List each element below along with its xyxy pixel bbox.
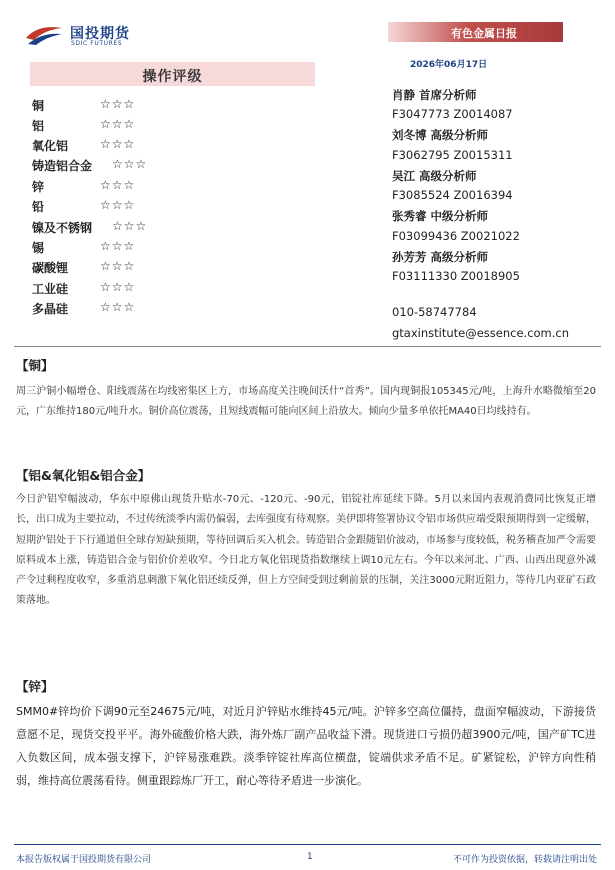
rating-metal-name: 碳酸锂 [32, 261, 69, 275]
contact-phone: 010-58747784 [392, 305, 477, 319]
rating-stars: ☆☆☆ [100, 117, 136, 131]
rating-metal-name: 多晶硅 [32, 302, 69, 316]
rating-row [32, 259, 322, 279]
section-title-copper: 【铜】 [16, 358, 54, 373]
footer-copyright: 本报告版权属于国投期货有限公司 [16, 855, 152, 865]
analyst-license: F03099436 Z0021022 [392, 229, 520, 243]
report-type-label: 有色金属日报 [451, 27, 517, 40]
rating-row [32, 239, 322, 259]
analyst-name: 吴江 高级分析师 [392, 169, 477, 183]
logo-chinese-name: 国投期货 [70, 26, 130, 42]
page-number: 1 [307, 852, 313, 862]
report-type-banner [388, 22, 563, 42]
analyst-name: 肖静 首席分析师 [392, 88, 477, 102]
divider [14, 346, 601, 347]
analyst-license: F3062795 Z0015311 [392, 148, 513, 162]
rating-metal-name: 铜 [32, 99, 45, 113]
rating-metal-name: 铝 [32, 119, 45, 133]
analyst-license: F3047773 Z0014087 [392, 107, 513, 121]
company-logo [24, 22, 154, 50]
rating-title: 操作评级 [142, 69, 203, 85]
rating-metal-name: 锌 [32, 180, 45, 194]
contact-email[interactable]: gtaxinstitute@essence.com.cn [392, 326, 570, 340]
rating-stars: ☆☆☆ [100, 280, 136, 294]
rating-stars: ☆☆☆ [100, 300, 136, 314]
rating-stars: ☆☆☆ [100, 178, 136, 192]
rating-row [32, 198, 322, 218]
analyst-license: F03111330 Z0018905 [392, 269, 520, 283]
rating-metal-name: 氧化铝 [32, 139, 69, 153]
footer-divider [14, 844, 601, 845]
rating-row [32, 157, 322, 177]
rating-metal-name: 锡 [32, 241, 45, 255]
rating-metal-name: 镍及不锈钢 [32, 221, 93, 235]
section-title-aluminium: 【铝&氧化铝&铝合金】 [16, 468, 151, 483]
rating-stars: ☆☆☆ [100, 137, 136, 151]
logo-english-name: SDIC FUTURES [71, 40, 123, 47]
footer-disclaimer: 不可作为投资依据，转载请注明出处 [452, 855, 597, 865]
section-title-zinc: 【锌】 [16, 679, 54, 694]
analyst-license: F3085524 Z0016394 [392, 188, 513, 202]
rating-header [30, 62, 315, 86]
rating-row [32, 97, 322, 117]
rating-metal-name: 工业硅 [32, 282, 69, 296]
analyst-name: 孙芳芳 高级分析师 [392, 250, 489, 264]
rating-row [32, 219, 322, 239]
rating-stars: ☆☆☆ [100, 97, 136, 111]
rating-row [32, 280, 322, 300]
rating-stars: ☆☆☆ [100, 198, 136, 212]
report-date: 2026年06月17日 [410, 60, 488, 70]
rating-row [32, 137, 322, 157]
analyst-name: 刘冬博 高级分析师 [392, 128, 489, 142]
rating-metal-name: 铅 [32, 200, 45, 214]
rating-stars: ☆☆☆ [112, 219, 148, 233]
rating-row [32, 300, 322, 320]
rating-metal-name: 铸造铝合金 [32, 159, 93, 173]
section-text-aluminium: 今日沪铝窄幅波动，华东中原佛山现货升贴水-70元、-120元、-90元，铝锭社库延续下降。5月以来国内表观消费同比恢复正增长，出口成为主要拉动，不过传统淡季内需仍偏弱，去库强度有待观察。美伊即将签署协议令铝市场供应端受限预期得到一定缓解，短期沪铝处于下行通道但全球存短缺预期，等待回调后买入机会。铸造铝合金跟随铝价波动，市场参与度较低，税务稽查加严令需要原料成本上涨，铸造铝合金与铝价价差收窄。今日北方氧化铝现货指数继续上调10元左右。今年以来河北、广西、山西出现意外减产令过剩程度收窄，多重消息刺激下氧化铝还续反弹，但上方空间受到过剩前景的压制，关注3000元附近阻力，等待几内亚矿石政策落地。 [16, 494, 596, 607]
rating-row [32, 117, 322, 137]
rating-row [32, 178, 322, 198]
rating-stars: ☆☆☆ [100, 239, 136, 253]
section-text-copper: 周三沪铜小幅增仓、阳线震荡在均线密集区上方，市场高度关注晚间沃什“首秀”。国内现铜报105345元/吨，上海升水略微缩至20元，广东维持180元/吨升水。铜价高位震荡，且短线震幅可能向区间上沿放大。倾向少量多单依托MA40日均线持有。 [16, 386, 596, 418]
section-text-zinc: SMM0#锌均价下调90元至24675元/吨，对近月沪锌贴水维持45元/吨。沪锌多空高位僵持，盘面窄幅波动，下游接货意愿不足，现货交投平平。海外硫酸价格大跌，海外炼厂副产品收益下滑。现货进口亏损仍超3900元/吨，国产矿TC进入负数区间，成本强支撑下，沪锌易涨难跌。淡季锌锭社库高位横盘，锭端供求矛盾不足。矿紧锭松，沪锌方向性稍弱，维持高位震荡看待。侧重跟踪炼厂开工，耐心等待矛盾进一步演化。 [16, 705, 596, 787]
rating-stars: ☆☆☆ [100, 259, 136, 273]
logo-mark-icon [24, 24, 64, 46]
analyst-name: 张秀睿 中级分析师 [392, 209, 489, 223]
rating-stars: ☆☆☆ [112, 157, 148, 171]
